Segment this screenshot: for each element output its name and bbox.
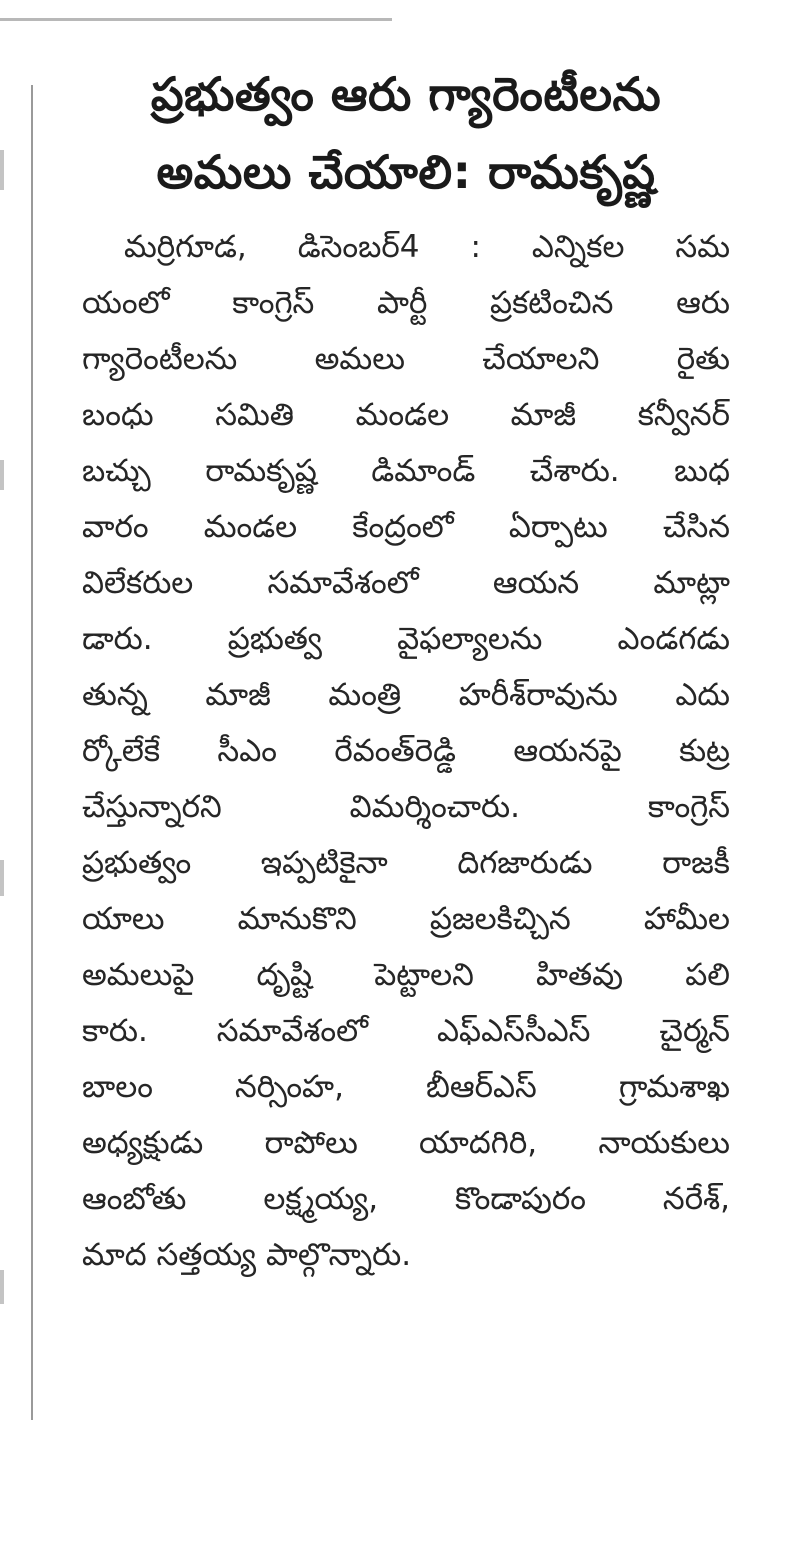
column-divider-rule [31, 85, 33, 1420]
body-line: ప్రభుత్వం ఇప్పటికైనా దిగజారుడు రాజకీ [82, 845, 730, 881]
body-line: గ్యారెంటీలను అమలు చేయాలని రైతు [82, 341, 730, 377]
body-line: కారు. సమావేశంలో ఎఫ్‌ఎస్‌సీఎస్ చైర్మన్ [82, 1013, 730, 1049]
body-line: వారం మండల కేంద్రంలో ఏర్పాటు చేసిన [82, 509, 730, 545]
body-line: మాద సత్తయ్య పాల్గొన్నారు. [82, 1237, 412, 1273]
body-line: యాలు మానుకొని ప్రజలకిచ్చిన హామీల [82, 901, 730, 937]
body-line: అధ్యక్షుడు రాపోలు యాదగిరి, నాయకులు [82, 1125, 731, 1161]
adjacent-column-edge [0, 460, 4, 490]
body-line: డారు. ప్రభుత్వ వైఫల్యాలను ఎండగడు [82, 621, 730, 657]
adjacent-column-edge [0, 150, 4, 190]
body-line: విలేకరుల సమావేశంలో ఆయన మాట్లా [82, 565, 730, 601]
top-divider-rule [0, 18, 392, 21]
body-line: బంధు సమితి మండల మాజీ కన్వీనర్ [82, 397, 730, 433]
body-line: మర్రిగూడ, డిసెంబర్4 : ఎన్నికల సమ [124, 229, 730, 265]
article-body [82, 219, 730, 1283]
adjacent-column-edge [0, 1270, 4, 1304]
headline-line-1: ప్రభుత్వం ఆరు గ్యారెంటీలను [150, 67, 662, 121]
body-line: బచ్చు రామకృష్ణ డిమాండ్ చేశారు. బుధ [82, 453, 730, 489]
body-line: బాలం నర్సింహ, బీఆర్‌ఎస్ గ్రామశాఖ [82, 1069, 730, 1105]
headline-line-2: అమలు చేయాలి: రామకృష్ణ [156, 145, 656, 199]
body-line: ఆంబోతు లక్ష్మయ్య, కొండాపురం నరేశ్, [82, 1181, 730, 1217]
body-line: అమలుపై దృష్టి పెట్టాలని హితవు పలి [82, 957, 730, 993]
body-line: ర్కోలేకే సీఎం రేవంత్‌రెడ్డి ఆయనపై కుట్ర [82, 733, 730, 769]
news-article [82, 55, 730, 1283]
body-line: తున్న మాజీ మంత్రి హరీశ్‌రావును ఎదు [82, 677, 730, 713]
body-line: యంలో కాంగ్రెస్ పార్టీ ప్రకటించిన ఆరు [82, 285, 730, 321]
body-line: చేస్తున్నారని విమర్శించారు. కాంగ్రెస్ [82, 789, 730, 825]
article-headline [82, 55, 730, 211]
adjacent-column-edge [0, 860, 4, 896]
